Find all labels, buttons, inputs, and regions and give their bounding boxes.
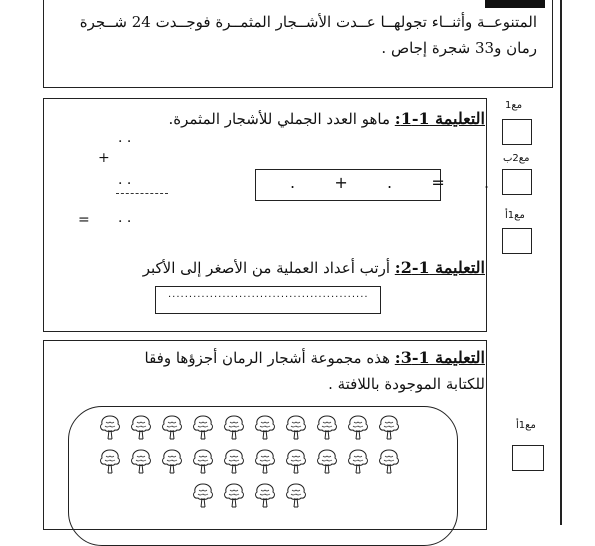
task2-instruction xyxy=(65,256,485,280)
criterion-label-1: مع1 xyxy=(505,100,523,111)
tree-icon[interactable] xyxy=(315,414,339,440)
tree-icon[interactable] xyxy=(222,414,246,440)
tree-icon[interactable] xyxy=(98,414,122,440)
tree-icon[interactable] xyxy=(98,448,122,474)
tree-icon[interactable] xyxy=(129,448,153,474)
task3-title: التعليمة 1-3: xyxy=(394,348,485,367)
task1-instruction xyxy=(65,107,485,131)
tree-icon[interactable] xyxy=(222,448,246,474)
criterion-label-3: مع1أ xyxy=(505,210,525,221)
tree-icon[interactable] xyxy=(346,448,370,474)
tree-icon[interactable] xyxy=(284,482,308,508)
criterion-label-4: مع1أ xyxy=(516,420,536,431)
task1-plus: + xyxy=(98,150,110,166)
task1-dots-row3: · · xyxy=(118,214,132,230)
task1-eq: = xyxy=(78,212,90,228)
intro-line-1: المتنوعــة وأثنــاء تجولهــا عــدت الأشــجار المثمــرة فوجــدت 24 شــجرة xyxy=(79,13,537,31)
intro-line-2: رمان و33 شجرة إجاص . xyxy=(381,39,537,57)
tree-icon[interactable] xyxy=(191,482,215,508)
task3-instruction-line2: للكتابة الموجودة باللافتة . xyxy=(328,375,485,393)
intro-black-bar xyxy=(485,0,545,8)
task3-instruction-line1 xyxy=(65,346,485,370)
task1-dots-row2: · · xyxy=(118,176,132,192)
criterion-label-2: مع2ب xyxy=(503,153,530,164)
tree-icon[interactable] xyxy=(284,414,308,440)
criterion-box-2[interactable] xyxy=(502,169,532,195)
task1-text: ماهو العدد الجملي للأشجار المثمرة. xyxy=(168,110,390,128)
tree-icon[interactable] xyxy=(222,482,246,508)
tree-icon[interactable] xyxy=(284,448,308,474)
task1-operation-text: . + . = . xyxy=(290,173,496,192)
task2-text: أرتب أعداد العملية من الأصغر إلى الأكبر xyxy=(142,259,390,277)
tree-icon[interactable] xyxy=(253,482,277,508)
tree-icon[interactable] xyxy=(377,414,401,440)
task2-answer-line: ................................................ xyxy=(168,289,369,300)
task2-title: التعليمة 1-2: xyxy=(394,258,485,277)
task1-title: التعليمة 1-1: xyxy=(394,109,485,128)
criterion-box-3[interactable] xyxy=(502,228,532,254)
tree-icon[interactable] xyxy=(253,414,277,440)
task1-dots-row1: · · xyxy=(118,134,132,150)
tree-icon[interactable] xyxy=(160,448,184,474)
tree-icon[interactable] xyxy=(315,448,339,474)
tree-icon[interactable] xyxy=(377,448,401,474)
tree-icon[interactable] xyxy=(346,414,370,440)
tree-grid xyxy=(98,414,438,524)
criterion-box-1[interactable] xyxy=(502,119,532,145)
tree-icon[interactable] xyxy=(191,414,215,440)
tree-icon[interactable] xyxy=(191,448,215,474)
right-divider xyxy=(560,0,562,525)
tree-icon[interactable] xyxy=(129,414,153,440)
task1-underline xyxy=(116,193,168,194)
criterion-box-4[interactable] xyxy=(512,445,544,471)
task3-text-line1: هذه مجموعة أشجار الرمان أجزؤها وفقا xyxy=(144,349,390,367)
tree-icon[interactable] xyxy=(253,448,277,474)
tree-icon[interactable] xyxy=(160,414,184,440)
